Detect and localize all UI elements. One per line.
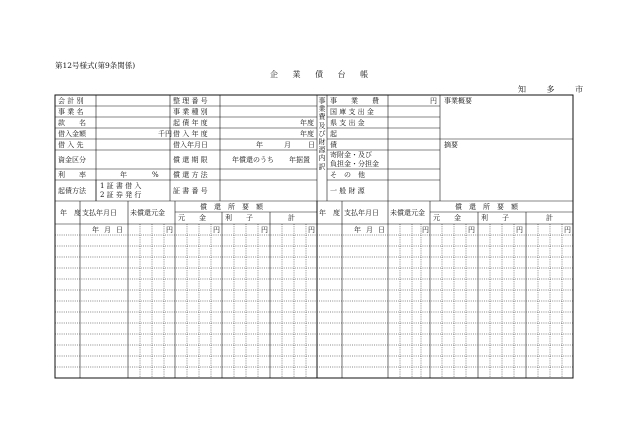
- shokan-sueoki: 年据置: [289, 156, 310, 164]
- label-kifukin-2: 負担金・分担金: [330, 160, 379, 168]
- th-shokan-yogaku-left: 償 還 所 要 額: [200, 203, 263, 211]
- form-code: 第12号様式(第9条関係): [55, 61, 136, 70]
- row1-yen-kei-left: 円: [308, 226, 315, 234]
- label-jigyohi: 事 業 費: [330, 97, 379, 105]
- th-rishi-left: 利 子: [225, 214, 253, 222]
- th-mishokan-right: 未償還元金: [390, 209, 425, 217]
- label-jigyo-shubetsu: 事 業 種 別: [173, 108, 208, 116]
- kariire-nendo-unit: 年度: [300, 130, 314, 138]
- label-kariire-nendo: 借 入 年 度: [173, 130, 208, 138]
- jigyohi-yen: 円: [430, 97, 437, 105]
- row1-yen-rishi-left: 円: [261, 226, 268, 234]
- row1-tsuki-left: 月: [104, 226, 111, 234]
- label-kariire-saki: 借 入 先: [58, 141, 84, 149]
- label-jigyomei: 事 業 名: [58, 108, 84, 116]
- label-kifukin-1: 寄附金・及び: [330, 151, 372, 159]
- row1-hi-right: 日: [378, 226, 385, 234]
- row1-yen-mishokan-left: 円: [166, 226, 173, 234]
- th-shiharai-right: 支払年月日: [344, 209, 379, 217]
- label-kariire-gaku: 借入金額: [58, 130, 86, 138]
- th-shokan-yogaku-right: 償 還 所 要 額: [455, 203, 518, 211]
- label-shosho-bango: 証 書 番 号: [173, 187, 208, 195]
- kisai-hoho-2: 2 証 券 発 行: [100, 191, 142, 199]
- label-shikin-kubun: 資金区分: [58, 156, 86, 164]
- row1-yen-mishokan-right: 円: [422, 226, 429, 234]
- kisai-nendo-unit: 年度: [300, 119, 314, 127]
- row1-yen-gankin-right: 円: [468, 226, 475, 234]
- row1-hi-left: 日: [116, 226, 123, 234]
- label-tekiyo: 摘要: [444, 141, 458, 149]
- row1-yen-gankin-left: 円: [213, 226, 220, 234]
- label-ippan-zaigen: 一 般 財 源: [330, 187, 365, 195]
- label-kenshishutsu: 県 支 出 金: [330, 119, 365, 127]
- th-gankin-right: 元 金: [433, 214, 461, 222]
- kariire-ymd-nen: 年: [256, 141, 263, 149]
- th-kei-left: 計: [288, 214, 295, 222]
- kariire-ymd-hi: 日: [308, 141, 315, 149]
- shokan-kigen-text: 年償還のうち: [232, 156, 274, 164]
- label-kokko: 国 庫 支 出 金: [330, 108, 374, 116]
- riritsu-nen: 年: [120, 171, 127, 179]
- th-kei-right: 計: [546, 214, 553, 222]
- label-shokan-kigen: 償 還 期 限: [173, 156, 208, 164]
- label-sonota: そ の 他: [330, 171, 365, 179]
- label-jigyo-gaiyo: 事業概要: [444, 97, 472, 105]
- label-kanme: 款 名: [58, 119, 86, 127]
- row1-nen-left: 年: [92, 226, 99, 234]
- label-riritsu: 利 率: [58, 171, 86, 179]
- th-nendo-left: 年 度: [60, 209, 81, 217]
- label-kaikei: 会 計 別: [58, 97, 84, 105]
- vertical-label-zaigen: 事業費及び財源内訳: [318, 97, 326, 171]
- label-sai: 債: [330, 141, 337, 149]
- riritsu-pct: %: [152, 171, 159, 179]
- row1-tsuki-right: 月: [366, 226, 373, 234]
- label-kisai-nendo: 起 債 年 度: [173, 119, 208, 127]
- row1-yen-kei-right: 円: [564, 226, 571, 234]
- row1-yen-rishi-right: 円: [516, 226, 523, 234]
- label-kariire-ymd: 借入年月日: [173, 141, 208, 149]
- kariire-ymd-tsuki: 月: [284, 141, 291, 149]
- kariire-unit: 千円: [158, 130, 172, 138]
- row1-nen-right: 年: [354, 226, 361, 234]
- label-kisai-hoho: 起債方法: [58, 187, 86, 195]
- document-title: 企 業 債 台 帳: [270, 70, 375, 79]
- kisai-hoho-1: 1 証 書 借 入: [100, 182, 142, 190]
- label-kisai: 起: [330, 130, 337, 138]
- th-rishi-right: 利 子: [481, 214, 509, 222]
- th-gankin-left: 元 金: [178, 214, 206, 222]
- label-seiri-bango: 整 理 番 号: [173, 97, 208, 105]
- label-shokan-hoho: 償 還 方 法: [173, 171, 208, 179]
- th-mishokan-left: 未償還元金: [130, 209, 165, 217]
- th-nendo-right: 年 度: [319, 209, 340, 217]
- issuer-city: 知 多 市: [518, 85, 593, 94]
- th-shiharai-left: 支払年月日: [82, 209, 117, 217]
